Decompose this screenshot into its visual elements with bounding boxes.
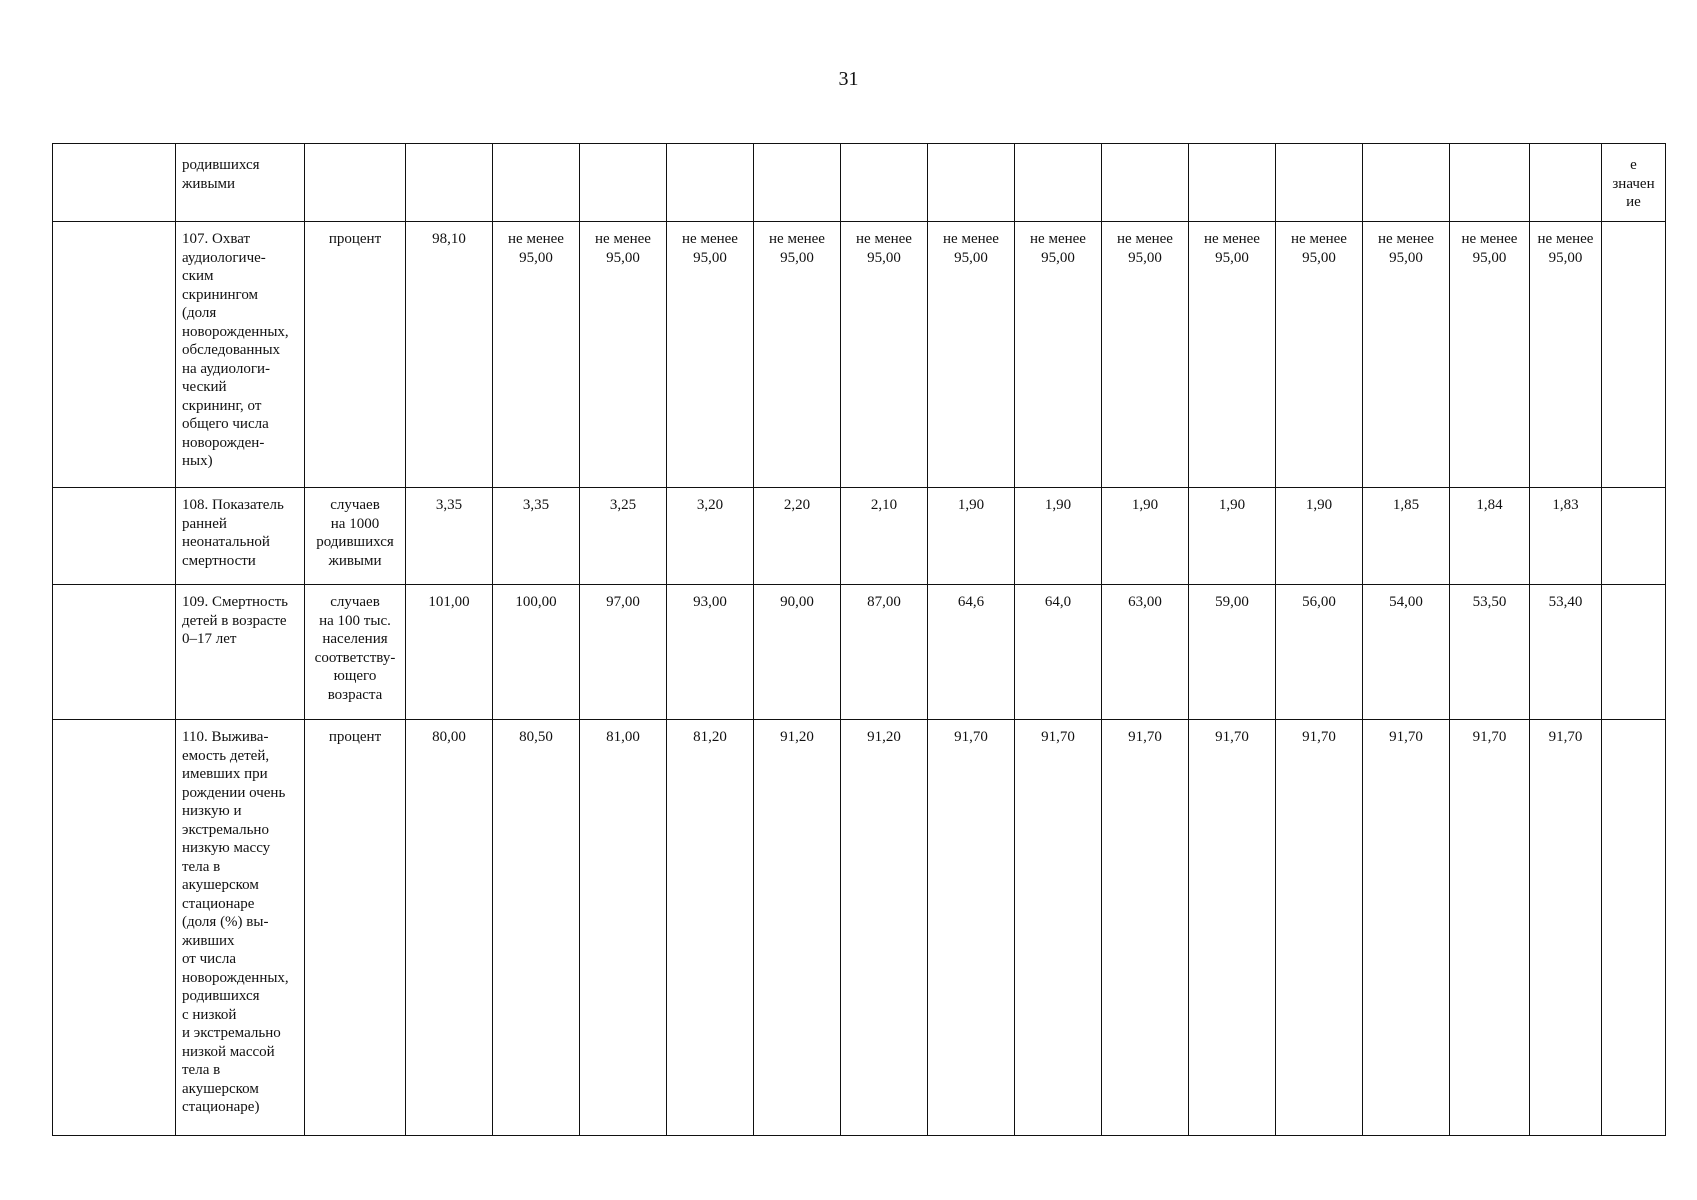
row-empty-lead-cell	[53, 222, 176, 488]
note-cell: е значен ие	[1602, 144, 1666, 222]
value-cell: не менее 95,00	[667, 222, 754, 488]
indicator-name: 109. Смертность детей в возрасте 0–17 лет	[176, 585, 305, 720]
note-cell	[1602, 720, 1666, 1136]
value-cell: 2,10	[841, 488, 928, 585]
indicator-unit: процент	[305, 720, 406, 1136]
value-cell	[1363, 144, 1450, 222]
value-cell: не менее 95,00	[493, 222, 580, 488]
indicator-unit	[305, 144, 406, 222]
value-cell: 1,90	[1015, 488, 1102, 585]
value-cell: 59,00	[1189, 585, 1276, 720]
value-cell: не менее 95,00	[1450, 222, 1530, 488]
row-empty-lead-cell	[53, 144, 176, 222]
value-cell	[1102, 144, 1189, 222]
indicator-unit: случаев на 100 тыс. населения соответству- ющего возраста	[305, 585, 406, 720]
value-cell	[928, 144, 1015, 222]
value-cell: не менее 95,00	[1015, 222, 1102, 488]
table-row-110	[53, 720, 1666, 1136]
value-cell: 91,70	[1102, 720, 1189, 1136]
value-cell	[667, 144, 754, 222]
value-cell: 93,00	[667, 585, 754, 720]
value-cell: 80,50	[493, 720, 580, 1136]
value-cell: не менее 95,00	[1530, 222, 1602, 488]
value-cell: не менее 95,00	[841, 222, 928, 488]
value-cell: 3,25	[580, 488, 667, 585]
value-cell: 1,90	[1189, 488, 1276, 585]
value-cell: 2,20	[754, 488, 841, 585]
value-cell: 1,84	[1450, 488, 1530, 585]
value-cell: не менее 95,00	[580, 222, 667, 488]
value-cell: 1,90	[928, 488, 1015, 585]
value-cell: 91,70	[1189, 720, 1276, 1136]
value-cell: 64,0	[1015, 585, 1102, 720]
value-cell: не менее 95,00	[754, 222, 841, 488]
value-cell: 1,83	[1530, 488, 1602, 585]
value-cell	[1450, 144, 1530, 222]
value-cell	[1015, 144, 1102, 222]
value-cell: 56,00	[1276, 585, 1363, 720]
value-cell: 91,70	[1363, 720, 1450, 1136]
value-cell	[1189, 144, 1276, 222]
value-cell	[493, 144, 580, 222]
value-cell: 64,6	[928, 585, 1015, 720]
value-cell: 1,90	[1102, 488, 1189, 585]
row-empty-lead-cell	[53, 488, 176, 585]
value-cell: 3,20	[667, 488, 754, 585]
value-cell	[841, 144, 928, 222]
indicator-name: 110. Выжива- емость детей, имевших при рождении очень низкую и экстремально низкую массу тела в акушерском стационаре (доля (%) вы- живших от числа новорожденных, родившихся с низкой и экстремально низкой массой тела в акушерском стационаре)	[176, 720, 305, 1136]
indicator-unit: процент	[305, 222, 406, 488]
note-cell	[1602, 488, 1666, 585]
value-cell: 90,00	[754, 585, 841, 720]
value-cell: 1,85	[1363, 488, 1450, 585]
value-cell: 91,70	[1450, 720, 1530, 1136]
value-cell: 1,90	[1276, 488, 1363, 585]
value-cell: 87,00	[841, 585, 928, 720]
table-row-109	[53, 585, 1666, 720]
value-cell: 91,70	[1530, 720, 1602, 1136]
row-empty-lead-cell	[53, 585, 176, 720]
value-cell	[1276, 144, 1363, 222]
value-cell: 63,00	[1102, 585, 1189, 720]
value-cell: не менее 95,00	[1276, 222, 1363, 488]
value-cell	[580, 144, 667, 222]
value-cell: 97,00	[580, 585, 667, 720]
value-cell: 98,10	[406, 222, 493, 488]
value-cell: 91,70	[1276, 720, 1363, 1136]
row-empty-lead-cell	[53, 720, 176, 1136]
note-cell	[1602, 585, 1666, 720]
value-cell: 3,35	[493, 488, 580, 585]
value-cell: 91,20	[841, 720, 928, 1136]
value-cell: 101,00	[406, 585, 493, 720]
table-row-107	[53, 222, 1666, 488]
value-cell: 81,00	[580, 720, 667, 1136]
value-cell: 53,40	[1530, 585, 1602, 720]
table-row-cont	[53, 144, 1666, 222]
value-cell: не менее 95,00	[1189, 222, 1276, 488]
indicators-table	[52, 143, 1666, 1136]
page-number: 31	[838, 68, 859, 90]
value-cell: 54,00	[1363, 585, 1450, 720]
value-cell: 3,35	[406, 488, 493, 585]
value-cell: не менее 95,00	[1363, 222, 1450, 488]
indicator-name: родившихся живыми	[176, 144, 305, 222]
value-cell: не менее 95,00	[1102, 222, 1189, 488]
value-cell	[406, 144, 493, 222]
value-cell: 100,00	[493, 585, 580, 720]
value-cell: не менее 95,00	[928, 222, 1015, 488]
value-cell: 91,70	[1015, 720, 1102, 1136]
indicator-name: 108. Показатель ранней неонатальной смертности	[176, 488, 305, 585]
value-cell: 81,20	[667, 720, 754, 1136]
value-cell	[754, 144, 841, 222]
value-cell: 53,50	[1450, 585, 1530, 720]
indicator-unit: случаев на 1000 родившихся живыми	[305, 488, 406, 585]
value-cell: 91,70	[928, 720, 1015, 1136]
value-cell: 80,00	[406, 720, 493, 1136]
value-cell	[1530, 144, 1602, 222]
value-cell: 91,20	[754, 720, 841, 1136]
table-row-108	[53, 488, 1666, 585]
note-cell	[1602, 222, 1666, 488]
indicator-name: 107. Охват аудиологиче- ским скринингом (доля новорожденных, обследованных на аудиологи- ческий скрининг, от общего числа новорожден- ных)	[176, 222, 305, 488]
